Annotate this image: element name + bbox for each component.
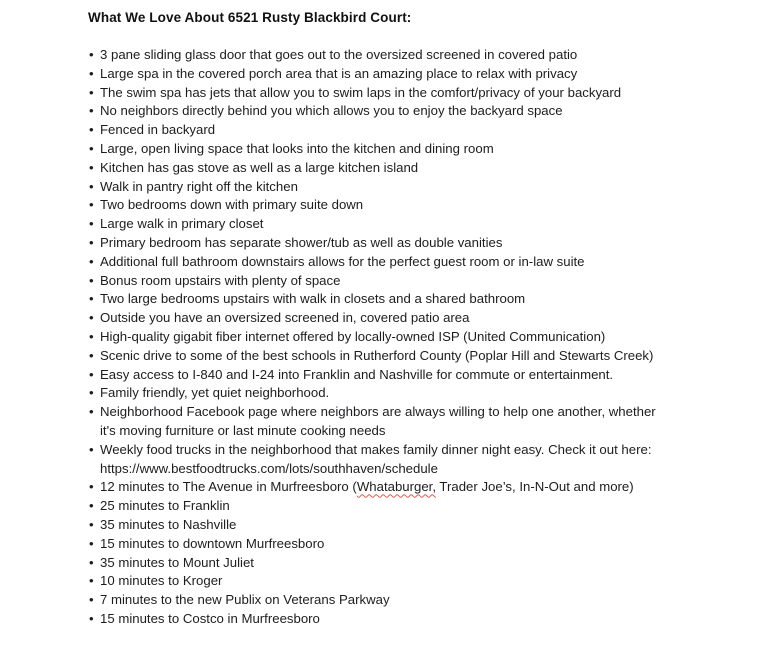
list-item: • Two bedrooms down with primary suite down <box>88 196 660 215</box>
list-item: • Fenced in backyard <box>88 121 660 140</box>
list-item: • 25 minutes to Franklin <box>88 497 660 516</box>
list-item: • Large, open living space that looks into the kitchen and dining room <box>88 140 660 159</box>
spellcheck-flagged-word: Whataburger, <box>356 479 436 495</box>
list-item: • Two large bedrooms upstairs with walk in closets and a shared bathroom <box>88 290 660 309</box>
list-item-text: Trader Joe’s, In-N-Out and more) <box>436 479 634 495</box>
list-item: • 35 minutes to Nashville <box>88 516 660 535</box>
list-item: • 15 minutes to downtown Murfreesboro <box>88 535 660 554</box>
page-title: What We Love About 6521 Rusty Blackbird Court: <box>88 10 412 25</box>
list-item: • Outside you have an oversized screened in, covered patio area <box>88 309 660 328</box>
list-item: • Easy access to I-840 and I-24 into Franklin and Nashville for commute or entertainment. <box>88 366 660 385</box>
list-item-with-spellcheck <box>88 478 660 497</box>
list-item: • Large spa in the covered porch area that is an amazing place to relax with privacy <box>88 65 660 84</box>
list-item: • Scenic drive to some of the best schools in Rutherford County (Poplar Hill and Stewarts Creek) <box>88 347 660 366</box>
list-item: • Primary bedroom has separate shower/tub as well as double vanities <box>88 234 660 253</box>
list-item: • Walk in pantry right off the kitchen <box>88 178 660 197</box>
list-item: • No neighbors directly behind you which allows you to enjoy the backyard space <box>88 102 660 121</box>
list-item: • The swim spa has jets that allow you to swim laps in the comfort/privacy of your backyard <box>88 84 660 103</box>
list-item: • 7 minutes to the new Publix on Veterans Parkway <box>88 591 660 610</box>
list-item: • Bonus room upstairs with plenty of space <box>88 272 660 291</box>
list-item: • High-quality gigabit fiber internet offered by locally-owned ISP (United Communication) <box>88 328 660 347</box>
feature-list <box>88 46 660 629</box>
list-item: • Large walk in primary closet <box>88 215 660 234</box>
list-item-text: 12 minutes to The Avenue in Murfreesboro ( <box>100 479 357 495</box>
list-item: • Additional full bathroom downstairs allows for the perfect guest room or in-law suite <box>88 253 660 272</box>
list-item: • Neighborhood Facebook page where neighbors are always willing to help one another, whether it's moving furniture or last minute cooking needs <box>88 403 660 441</box>
list-item: • 15 minutes to Costco in Murfreesboro <box>88 610 660 629</box>
list-item: • 10 minutes to Kroger <box>88 572 660 591</box>
list-item: • 35 minutes to Mount Juliet <box>88 554 660 573</box>
list-item: • Kitchen has gas stove as well as a large kitchen island <box>88 159 660 178</box>
list-item: • 3 pane sliding glass door that goes out to the oversized screened in covered patio <box>88 46 660 65</box>
list-item: • Family friendly, yet quiet neighborhood. <box>88 384 660 403</box>
list-item: • Weekly food trucks in the neighborhood that makes family dinner night easy. Check it out here: https://www.bestfoodtrucks.com/lots/southhaven/schedule <box>88 441 660 479</box>
